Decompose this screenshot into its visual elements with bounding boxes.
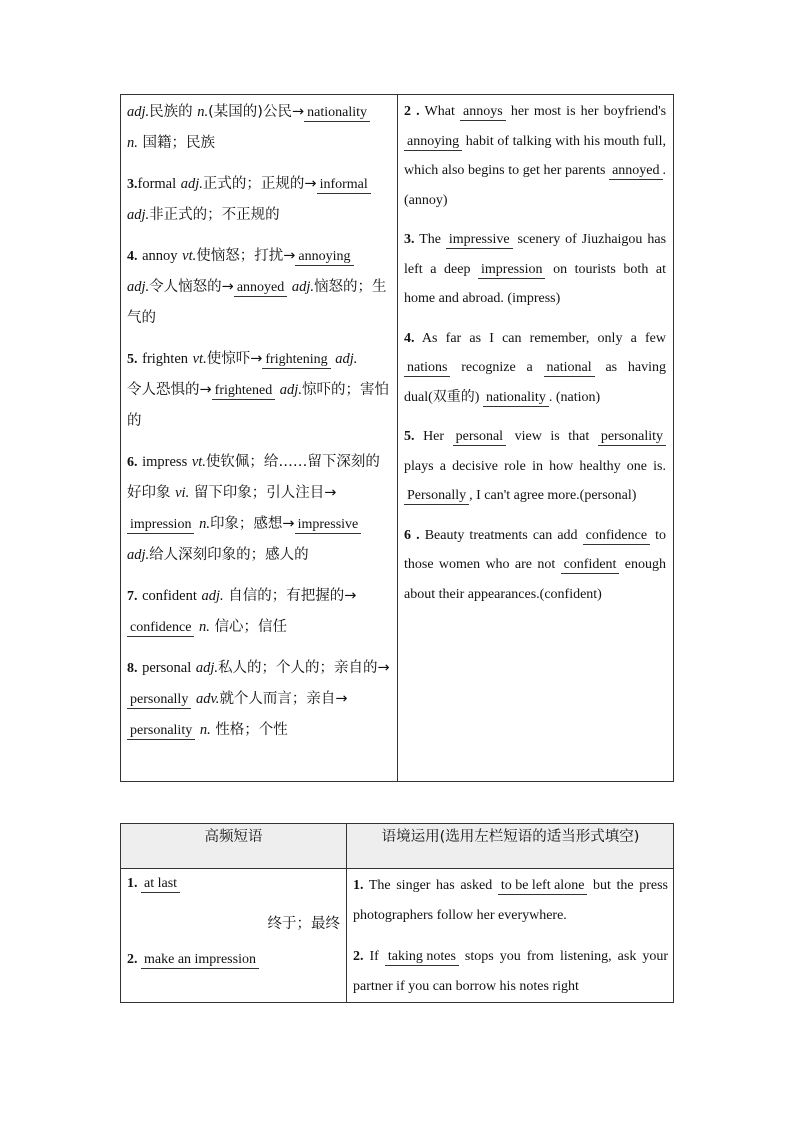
answer-blank: national (544, 360, 595, 377)
answer-blank: impressive (446, 232, 513, 249)
answer-blank: annoyed (609, 163, 662, 180)
exercise-sentence-5: 5. Her personal view is that personality plays a decisive role in how healthy one is. Personally , I can't agree more.(personal) (404, 429, 666, 503)
context-sentence-2: 2. If taking notes stops you from listening, ask your partner if you can borrow his notes right (353, 949, 669, 994)
answer-blank: personality (127, 723, 195, 740)
answer-blank: make an impression (141, 952, 259, 969)
exercise-sentence-2: 2 . What annoys her most is her boyfriend's annoying habit of talking with his mouth full, which also begins to get her parents annoyed . (annoy) (404, 104, 667, 208)
phrase-item-2: 2. make an impression (127, 947, 340, 973)
answer-blank: taking notes (385, 949, 459, 966)
vocab-item-impress: 6. impress vt.使钦佩；给……留下深刻的好印象 vi. 留下印象；引人注目→impression n.印象；感想→ impressive adj.给人深刻印象的；感人的 (127, 454, 380, 563)
answer-blank: to be left alone (498, 878, 588, 895)
phrase-item-1: 1. at last (127, 871, 340, 897)
answer-blank: confidence (583, 528, 650, 545)
answer-blank: annoyed (234, 280, 287, 297)
answer-blank: personal (453, 429, 506, 446)
header-high-frequency-phrases: 高频短语 (204, 829, 263, 845)
answer-blank: annoying (404, 134, 462, 151)
exercise-sentence-4: 4. As far as I can remember, only a few nations recognize a national as having dual(双重的) nationality . (nation) (404, 330, 667, 405)
answer-blank: annoys (460, 104, 506, 121)
answer-blank: personally (127, 692, 191, 709)
header-context-usage: 语境运用(选用左栏短语的适当形式填空) (381, 829, 640, 845)
answer-blank: frightened (212, 383, 276, 400)
vocabulary-table (120, 94, 674, 782)
answer-blank: informal (317, 177, 371, 194)
phrase-list-column (121, 869, 346, 1002)
phrases-table (120, 823, 674, 1003)
exercise-sentence-6: 6 . Beauty treatments can add confidence to those women who are not confident enough about their appearances.(confident) (404, 527, 667, 602)
word-forms-column (121, 95, 397, 781)
answer-blank: impression (478, 262, 545, 279)
vocab-item-nation: adj.民族的 n.(某国的)公民→ nationality n. 国籍；民族 (127, 97, 391, 159)
answer-blank: confident (561, 557, 620, 574)
answer-blank: nationality (304, 105, 370, 122)
vocab-item-confident: 7. confident adj. 自信的；有把握的→confidence n. 信心；信任 (127, 588, 357, 635)
context-usage-column (347, 869, 674, 1002)
exercise-sentence-3: 3. The impressive scenery of Jiuzhaigou has left a deep impression on tourists both at home and abroad. (impress) (404, 232, 667, 306)
answer-blank: nations (404, 360, 450, 377)
answer-blank: impressive (295, 517, 362, 534)
context-sentence-1: 1. The singer has asked to be left alone but the press photographers follow her everywhere. (353, 878, 668, 923)
answer-blank: at last (141, 876, 180, 893)
answer-blank: Personally (404, 488, 469, 505)
answer-blank: personality (598, 429, 666, 446)
answer-blank: impression (127, 517, 194, 534)
vocab-item-frighten: 5. frighten vt.使惊吓→ frightening adj. 令人恐惧的→ frightened adj.惊吓的；害怕的 (127, 351, 389, 429)
vocab-item-formal: 3.formal adj.正式的；正规的→ informal adj.非正式的；不正规的 (127, 169, 391, 231)
answer-blank: confidence (127, 620, 194, 637)
phrase-meaning: 终于；最终 (267, 916, 340, 932)
answer-blank: annoying (295, 249, 353, 266)
exercise-sentences-column (398, 95, 674, 781)
vocab-item-personal: 8. personal adj.私人的；个人的；亲自的→personally adv.就个人而言；亲自→personality n. 性格；个性 (127, 660, 390, 738)
answer-blank: nationality (483, 390, 549, 407)
answer-blank: frightening (262, 352, 330, 369)
vocab-item-annoy: 4. annoy vt.使恼怒；打扰→ annoying adj.令人恼怒的→ annoyed adj.恼怒的；生气的 (127, 248, 387, 326)
